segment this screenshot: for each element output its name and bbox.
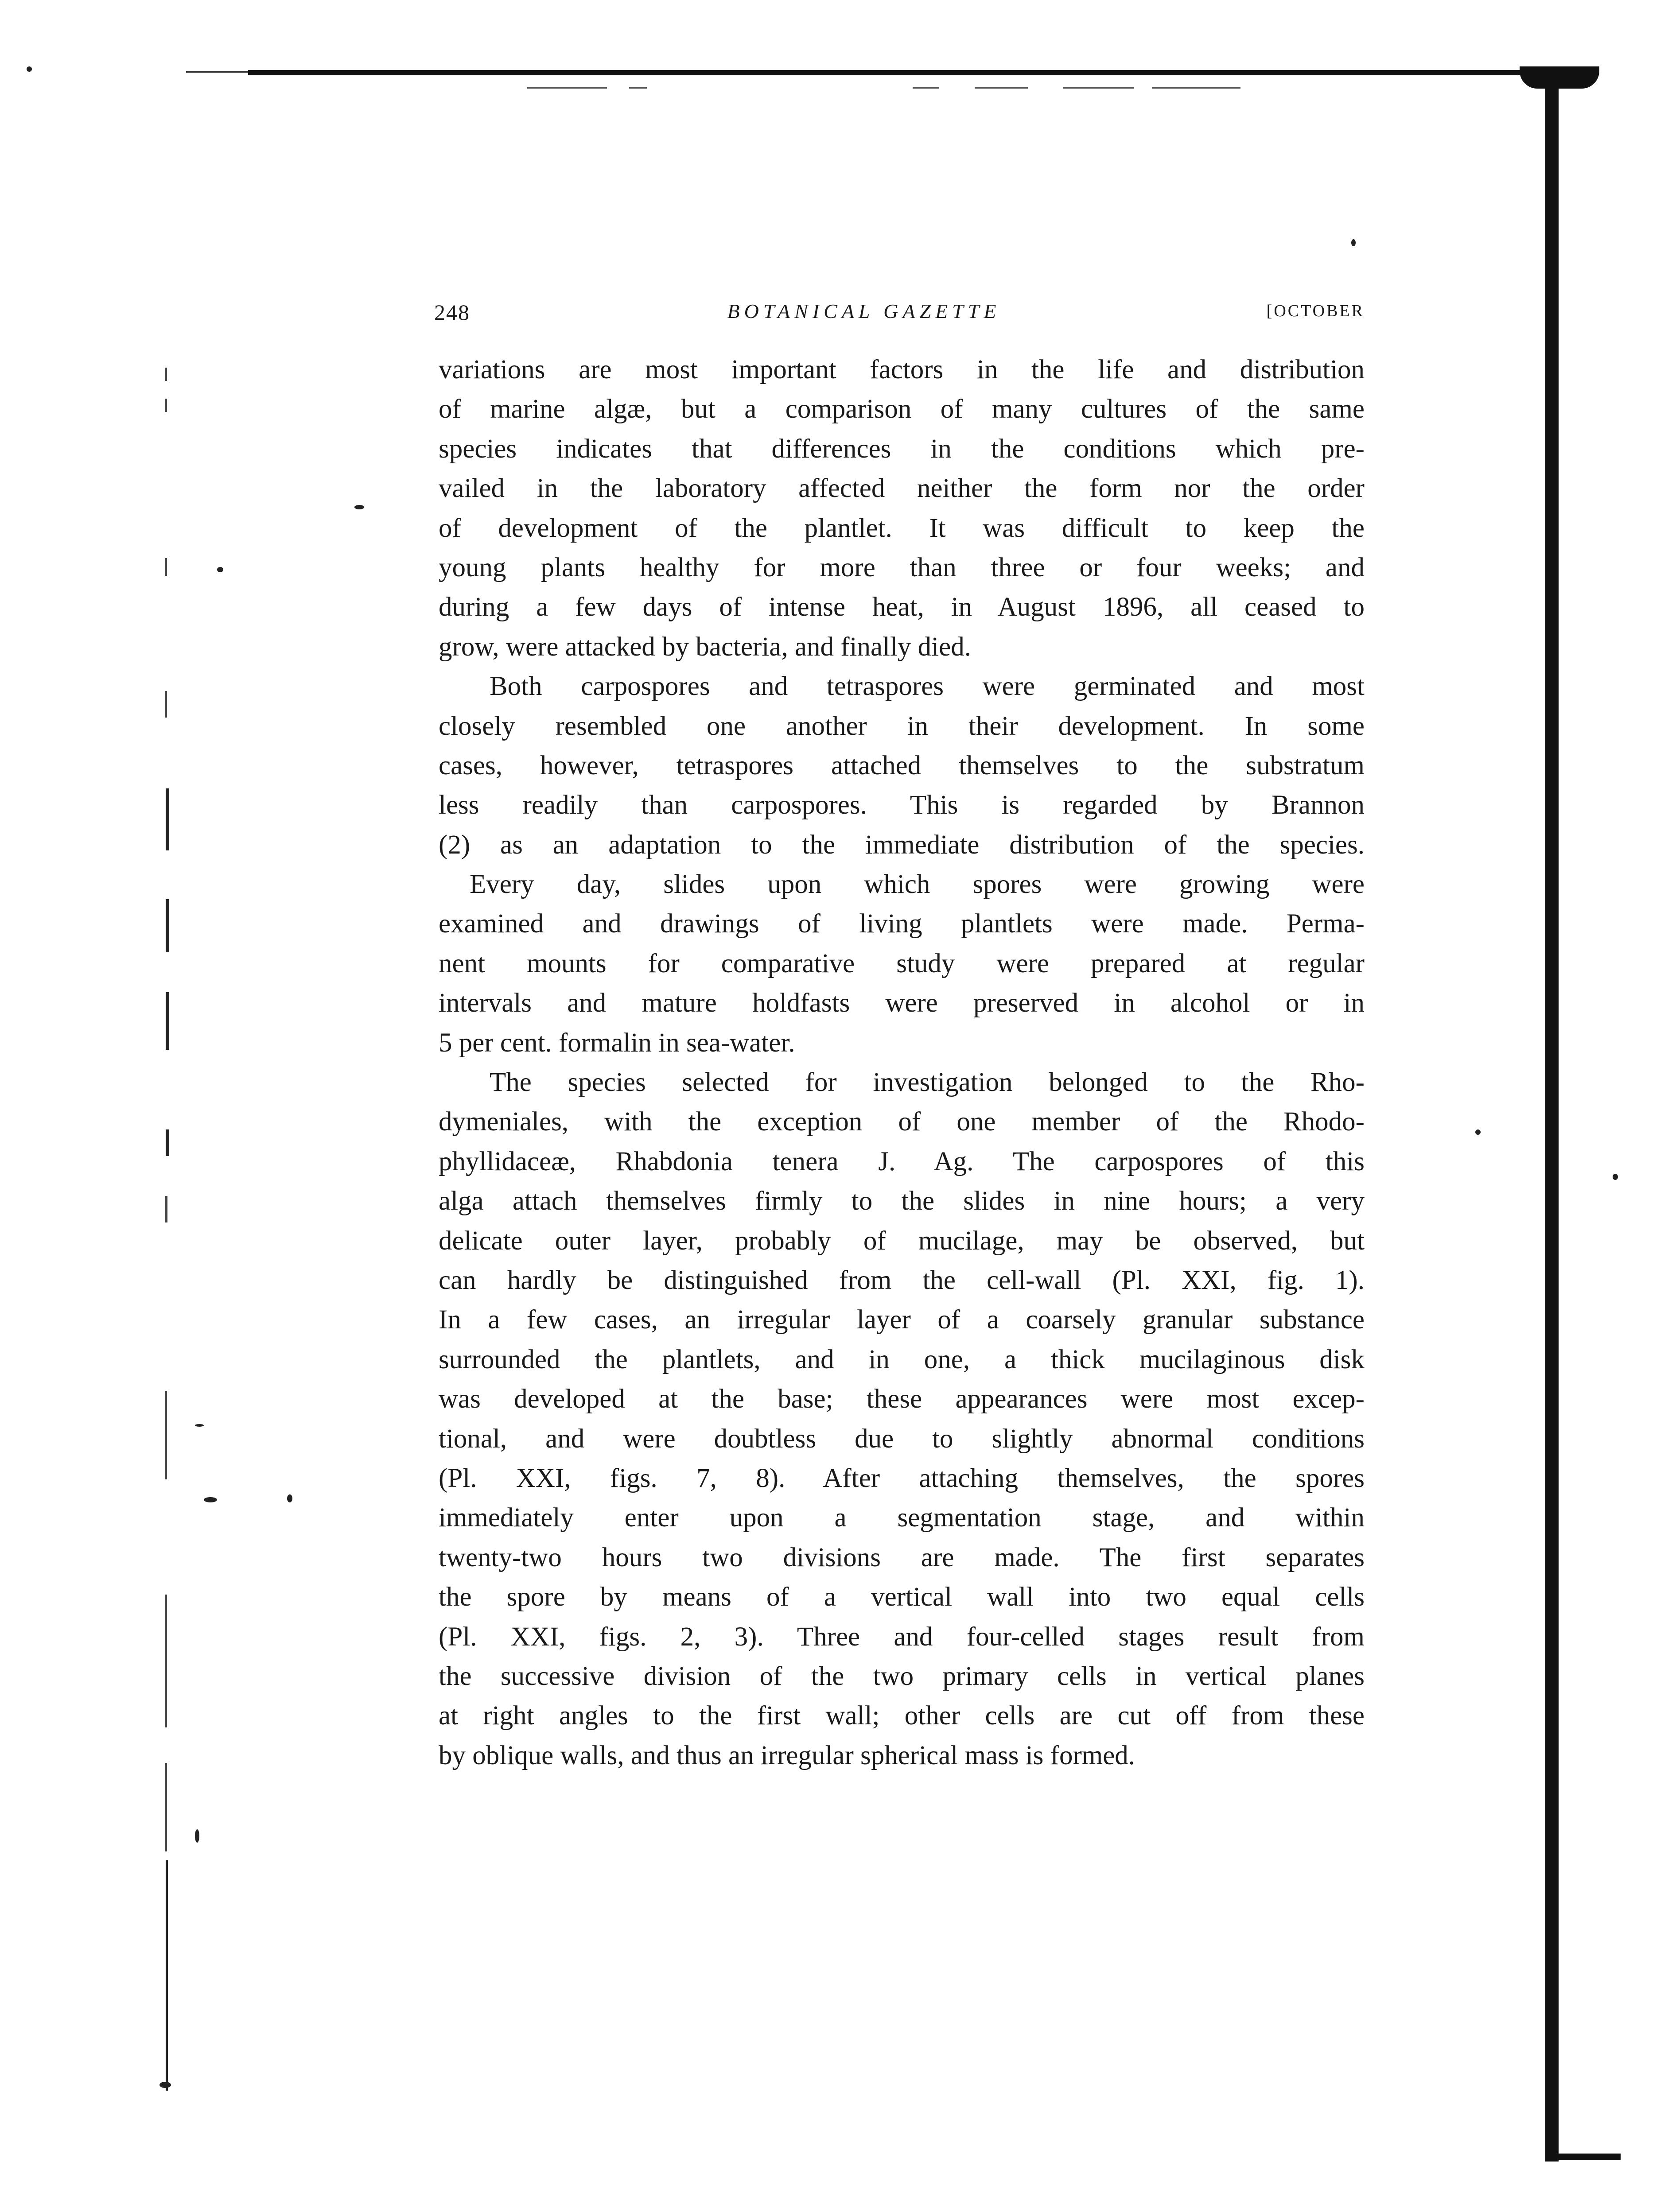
- scan-edge-rule-top: [248, 70, 1564, 75]
- scan-speck: [1475, 1129, 1481, 1135]
- text-line: closely resembled one another in their development. In some: [439, 711, 1365, 741]
- text-line: at right angles to the first wall; other cells are cut off from these: [439, 1701, 1365, 1731]
- scan-speck: [287, 1494, 292, 1502]
- text-line: young plants healthy for more than three or four weeks; and: [439, 552, 1365, 582]
- text-line: dymeniales, with the exception of one member of the Rhodo-: [439, 1107, 1365, 1137]
- text-line: The species selected for investigation belonged to the Rho-: [490, 1067, 1365, 1098]
- text-line: variations are most important factors in the life and distribution: [439, 355, 1365, 384]
- text-line: 5 per cent. formalin in sea-water.: [439, 1028, 795, 1058]
- scan-edge-mark: [165, 1595, 167, 1727]
- text-line: delicate outer layer, probably of mucilage, may be observed, but: [439, 1226, 1365, 1256]
- scan-edge-mark: [165, 368, 167, 381]
- scan-edge-bar-foot: [1545, 2154, 1621, 2160]
- body-text: [439, 350, 1365, 1775]
- scan-edge-bar-left: [166, 1860, 168, 2091]
- text-line: species indicates that differences in the conditions which pre-: [439, 434, 1365, 464]
- text-line: In a few cases, an irregular layer of a coarsely granular substance: [439, 1305, 1365, 1335]
- text-line: (Pl. XXI, figs. 2, 3). Three and four-celled stages result from: [439, 1622, 1365, 1652]
- scan-edge-mark: [165, 1196, 167, 1222]
- text-line: twenty-two hours two divisions are made. The first separates: [439, 1542, 1365, 1572]
- issue-month: [OCTOBER: [1266, 302, 1365, 320]
- scan-speck: [195, 1829, 199, 1843]
- scan-speck: [217, 567, 223, 572]
- text-line: vailed in the laboratory affected neither the form nor the order: [439, 473, 1365, 504]
- scan-edge-dash: [527, 87, 607, 89]
- journal-title: BOTANICAL GAZETTE: [727, 300, 1001, 322]
- scan-speck: [27, 66, 32, 72]
- scan-edge-mark: [165, 1763, 167, 1851]
- scan-edge-mark: [165, 691, 167, 718]
- text-line: of development of the plantlet. It was difficult to keep the: [439, 513, 1365, 543]
- scan-edge-dash: [629, 87, 647, 89]
- scan-edge-bar-left: [166, 1129, 169, 1156]
- text-line: during a few days of intense heat, in August 1896, all ceased to: [439, 592, 1365, 622]
- scan-edge-mark: [165, 558, 167, 576]
- scan-speck: [1613, 1174, 1618, 1180]
- text-line: alga attach themselves firmly to the slides in nine hours; a very: [439, 1186, 1365, 1216]
- text-line: immediately enter upon a segmentation stage, and within: [439, 1503, 1365, 1533]
- running-head: [434, 299, 1365, 330]
- text-line: (Pl. XXI, figs. 7, 8). After attaching themselves, the spores: [439, 1463, 1365, 1493]
- text-line: the successive division of the two primary cells in vertical planes: [439, 1661, 1365, 1691]
- scan-edge-dash: [1152, 87, 1240, 89]
- text-line: Every day, slides upon which spores were growing were: [470, 869, 1365, 900]
- scan-speck: [159, 2082, 171, 2088]
- text-line: tional, and were doubtless due to slightly abnormal conditions: [439, 1424, 1365, 1454]
- scan-edge-rule-left: [186, 71, 248, 73]
- scan-speck: [195, 1424, 204, 1427]
- text-line: nent mounts for comparative study were prepared at regular: [439, 948, 1365, 978]
- text-line: Both carpospores and tetraspores were germinated and most: [490, 671, 1365, 702]
- text-line: can hardly be distinguished from the cell-wall (Pl. XXI, fig. 1).: [439, 1265, 1365, 1295]
- text-line: intervals and mature holdfasts were preserved in alcohol or in: [439, 988, 1365, 1018]
- scan-edge-mark: [165, 1391, 167, 1479]
- scan-edge-bar-right: [1545, 71, 1559, 2162]
- scan-speck: [204, 1497, 217, 1502]
- scan-edge-bar-left: [166, 899, 169, 952]
- scan-edge-dash: [913, 87, 939, 89]
- scan-edge-bar-left: [166, 992, 169, 1050]
- text-line: grow, were attacked by bacteria, and finally died.: [439, 632, 971, 662]
- scan-edge-bar-left: [166, 788, 169, 850]
- page-number: 248: [434, 300, 470, 325]
- text-line: (2) as an adaptation to the immediate distribution of the species.: [439, 830, 1365, 860]
- text-line: by oblique walls, and thus an irregular spherical mass is formed.: [439, 1740, 1135, 1770]
- scan-speck: [354, 505, 364, 509]
- text-line: less readily than carpospores. This is regarded by Brannon: [439, 790, 1365, 820]
- text-line: cases, however, tetraspores attached themselves to the substratum: [439, 750, 1365, 780]
- text-line: surrounded the plantlets, and in one, a thick mucilaginous disk: [439, 1344, 1365, 1374]
- text-line: the spore by means of a vertical wall into two equal cells: [439, 1582, 1365, 1612]
- text-line: of marine algæ, but a comparison of many cultures of the same: [439, 394, 1365, 424]
- scan-edge-mark: [165, 399, 167, 412]
- scan-speck: [1351, 239, 1356, 246]
- text-line: was developed at the base; these appearances were most excep-: [439, 1384, 1365, 1414]
- text-line: phyllidaceæ, Rhabdonia tenera J. Ag. The carpospores of this: [439, 1146, 1365, 1176]
- scan-edge-dash: [1063, 87, 1134, 89]
- scan-edge-dash: [975, 87, 1028, 89]
- text-line: examined and drawings of living plantlets were made. Perma-: [439, 909, 1365, 939]
- scan-edge-bar-top: [1520, 66, 1599, 89]
